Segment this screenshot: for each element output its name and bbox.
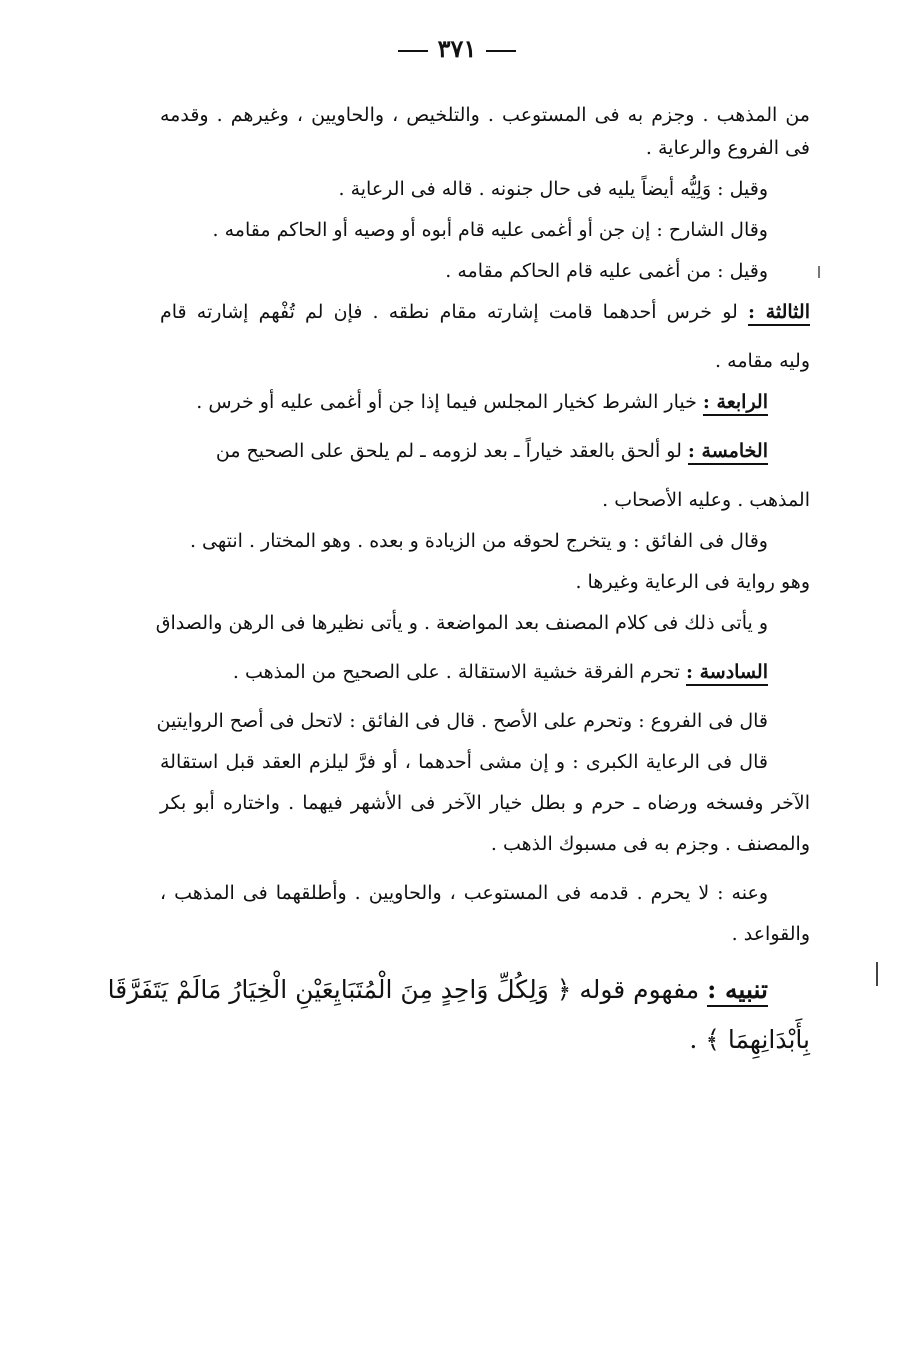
line-text: وليه مقامه . xyxy=(715,350,810,372)
body-text xyxy=(107,100,810,1068)
tanbih-block xyxy=(107,968,810,1068)
text-line xyxy=(160,100,810,133)
line-text: والقواعد . xyxy=(731,923,810,945)
line-text: وقال فى الفائق : و يتخرج لحوقه من الزيادة و بعده . وهو المختار . انتهى . xyxy=(189,530,768,552)
heading-sixth: السادسة : xyxy=(686,661,768,686)
line-text: من المذهب . وجزم به فى المستوعب . والتلخيص ، والحاويين ، وغيرهم . وقدمه xyxy=(160,104,810,126)
heading-tanbih: تنبيه : xyxy=(707,975,768,1007)
text-line xyxy=(160,1018,810,1068)
line-text: قال فى الفروع : وتحرم على الأصح . قال فى الفائق : لاتحل فى أصح الروايتين xyxy=(156,710,768,732)
text-line xyxy=(160,878,810,911)
heading-fifth: الخامسة : xyxy=(688,440,768,465)
quran-verse-text: بِأَبْدَانِهِمَا ﴾ . xyxy=(689,1025,810,1054)
left-dash xyxy=(398,50,428,52)
text-line xyxy=(160,567,810,600)
margin-mark xyxy=(876,962,878,986)
text-line xyxy=(155,608,810,641)
right-dash xyxy=(486,50,516,52)
line-text: الآخر وفسخه ورضاه ـ حرم و بطل خيار الآخر فى الأشهر فيهما . واختاره أبو بكر xyxy=(160,792,810,814)
line-text: تحرم الفرقة خشية الاستقالة . على الصحيح من المذهب . xyxy=(232,661,680,683)
margin-mark xyxy=(818,266,820,278)
text-line xyxy=(160,436,810,469)
text-line xyxy=(160,829,810,862)
page-number xyxy=(0,34,914,63)
text-line xyxy=(160,657,810,690)
quran-verse-text: مفهوم قوله ﴿ وَلِكُلِّ وَاحِدٍ مِنَ الْمُتَبَايِعَيْنِ الْخِيَارُ مَالَمْ يَتَفَرَّقَا xyxy=(107,975,700,1004)
text-line xyxy=(160,919,810,952)
line-text: لو ألحق بالعقد خياراً ـ بعد لزومه ـ لم يلحق على الصحيح من xyxy=(215,440,682,462)
text-line xyxy=(160,788,810,821)
line-text: المذهب . وعليه الأصحاب . xyxy=(602,489,810,511)
text-line xyxy=(107,968,810,1018)
line-text: وقيل : وَلِيُّه أيضاً يليه فى حال جنونه . قاله فى الرعاية . xyxy=(338,178,768,200)
text-line xyxy=(160,747,810,780)
line-text: خيار الشرط كخيار المجلس فيما إذا جن أو أغمى عليه أو خرس . xyxy=(196,391,697,413)
text-line xyxy=(160,526,810,559)
text-line xyxy=(160,256,810,289)
line-text: وقال الشارح : إن جن أو أغمى عليه قام أبوه أو وصيه أو الحاكم مقامه . xyxy=(212,219,768,241)
text-line xyxy=(160,133,810,166)
heading-fourth: الرابعة : xyxy=(703,391,768,416)
line-text: فى الفروع والرعاية . xyxy=(645,137,810,159)
line-text: والمصنف . وجزم به فى مسبوك الذهب . xyxy=(490,833,810,855)
text-line xyxy=(160,297,810,330)
line-text: لو خرس أحدهما قامت إشارته مقام نطقه . فإن لم تُفْهم إشارته قام xyxy=(160,301,738,323)
line-text: وقيل : من أغمى عليه قام الحاكم مقامه . xyxy=(445,260,768,282)
line-text: و يأتى ذلك فى كلام المصنف بعد المواضعة . و يأتى نظيرها فى الرهن والصداق xyxy=(155,612,768,634)
text-line xyxy=(160,174,810,207)
line-text: وهو رواية فى الرعاية وغيرها . xyxy=(575,571,810,593)
line-text: وعنه : لا يحرم . قدمه فى المستوعب ، والحاويين . وأطلقهما فى المذهب ، xyxy=(160,882,768,904)
text-line xyxy=(160,387,810,420)
line-text: قال فى الرعاية الكبرى : و إن مشى أحدهما ، أو فرَّ ليلزم العقد قبل استقالة xyxy=(160,751,768,773)
heading-third: الثالثة : xyxy=(748,301,810,326)
page-number-text: ٣٧١ xyxy=(437,34,477,63)
text-line xyxy=(160,346,810,379)
text-line xyxy=(160,215,810,248)
text-line xyxy=(160,485,810,518)
text-line xyxy=(156,706,810,739)
